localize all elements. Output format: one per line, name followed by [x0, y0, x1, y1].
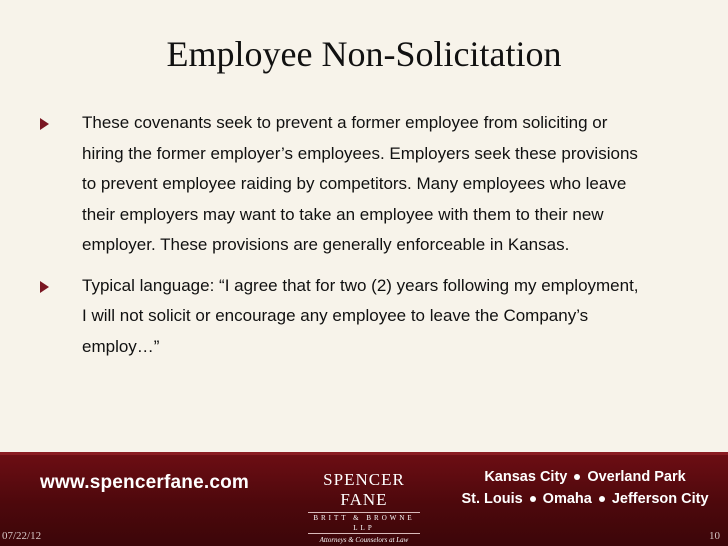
bullet-line: These covenants seek to prevent a former employee from soliciting or [82, 113, 608, 132]
slide-date: 07/22/12 [2, 530, 42, 542]
slide-number: 10 [709, 530, 720, 542]
logo-subtitle: BRITT & BROWNE LLP [308, 512, 420, 534]
bullet-text [82, 271, 698, 363]
locations-line-1 [450, 466, 720, 488]
bullet-line: employ…” [82, 336, 160, 356]
bullet-line: hiring the former employer’s employees. Employers seek these provisions [82, 143, 638, 163]
bullet-dot-icon [530, 496, 536, 502]
firm-logo [298, 470, 430, 544]
footer-divider [0, 452, 728, 455]
slide-title: Employee Non-Solicitation [166, 34, 562, 74]
logo-name: SPENCER FANE [323, 470, 405, 509]
location-name: Kansas City [484, 469, 568, 485]
bullet-item [38, 271, 698, 363]
bullet-list [38, 108, 698, 372]
location-name: Omaha [542, 491, 592, 507]
location-name: St. Louis [461, 491, 523, 507]
website-link[interactable]: www.spencerfane.com [40, 472, 249, 493]
bullet-line: Typical language: “I agree that for two (2) years following my employment, [82, 275, 639, 295]
location-name: Jefferson City [611, 491, 709, 507]
bullet-line: to prevent employee raiding by competitors. Many employees who leave [82, 174, 627, 193]
bullet-dot-icon [574, 474, 580, 480]
bullet-line: employer. These provisions are generally enforceable in Kansas. [82, 235, 570, 254]
bullet-item [38, 108, 698, 261]
location-name: Overland Park [587, 469, 686, 485]
bullet-line: their employers may want to take an employee with them to their new [82, 204, 604, 224]
locations-line-2 [450, 488, 720, 510]
triangle-bullet-icon [40, 281, 49, 293]
bullet-line: I will not solicit or encourage any employee to leave the Company’s [82, 306, 589, 325]
logo-tagline: Attorneys & Counselors at Law [319, 536, 409, 544]
bullet-text [82, 108, 698, 261]
office-locations [450, 466, 720, 510]
bullet-dot-icon [599, 496, 605, 502]
footer-banner [0, 452, 728, 546]
triangle-bullet-icon [40, 118, 49, 130]
